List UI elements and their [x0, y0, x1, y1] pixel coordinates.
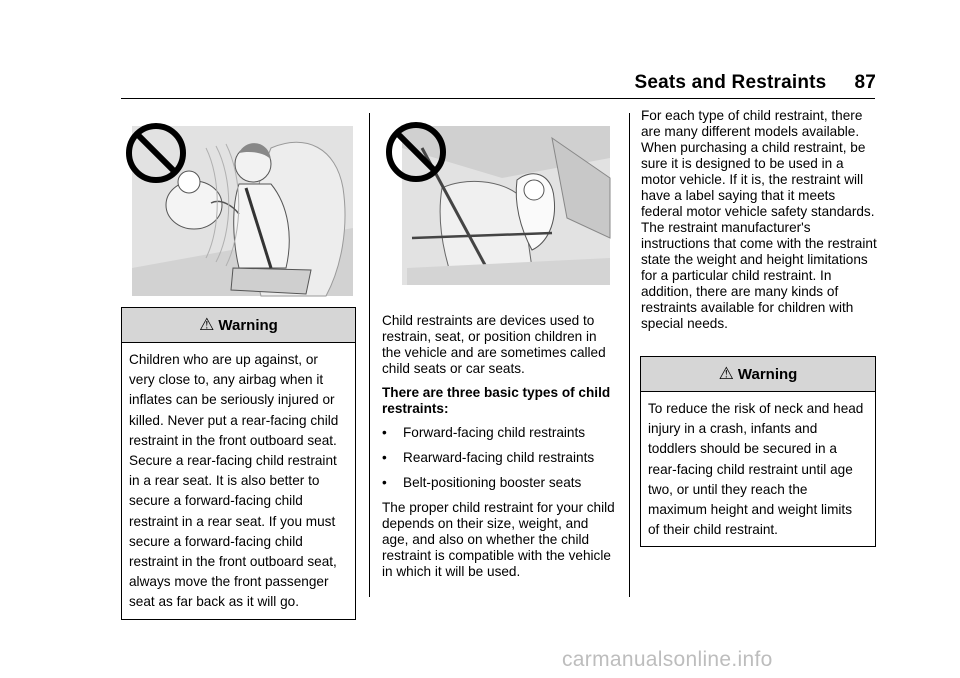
intro-paragraph: Child restraints are devices used to restrain, seat, or position children in the vehicle and are sometimes called child seats or car seats. — [382, 313, 606, 376]
restraint-models-section — [641, 108, 877, 340]
airbag-hazard-illustration — [121, 118, 355, 298]
header-rule — [121, 98, 875, 99]
warning-text: To reduce the risk of neck and head injury in a crash, infants and toddlers should be secured in a rear-facing child restraint until age two, or until they reach the maximum height and weight limits of their child restraint. — [648, 401, 864, 538]
section-title: Seats and Restraints — [634, 72, 827, 93]
warning-title: Warning — [737, 366, 798, 383]
closing-paragraph: The proper child restraint for your child depends on their size, weight, and age, and also on whether the child restraint is compatible with the vehicle in which it will be used. — [382, 500, 615, 579]
column-divider-right — [629, 113, 630, 597]
page-header — [634, 72, 876, 94]
watermark: carmanualsonline.info — [562, 648, 773, 671]
column-divider-left — [369, 113, 370, 597]
warning-text: Children who are up against, or very close to, any airbag when it inflates can be seriously injured or killed. Never put a rear-facing child restraint in the front outboard seat. Secure a rear-facing child restraint in a rear seat. It is also better to secure a forward-facing child restraint in a rear seat. If you must secure a forward-facing child restraint in the front outboard seat, always move the front passenger seat as far back as it will go. — [129, 352, 339, 610]
child-restraints-intro-section — [382, 313, 618, 588]
warning-triangle-icon: ⚠ — [718, 364, 734, 383]
restraint-types-list — [382, 425, 618, 491]
warning-box-airbag — [121, 307, 356, 620]
warning-triangle-icon: ⚠ — [199, 315, 215, 334]
list-item: • Forward-facing child restraints — [382, 425, 586, 440]
list-item: • Rearward-facing child restraints — [382, 450, 595, 465]
warning-header — [641, 357, 875, 392]
types-heading: There are three basic types of child restraints: — [382, 385, 611, 416]
child-seat-front-seat-illustration — [382, 118, 612, 287]
warning-title: Warning — [218, 317, 278, 334]
warning-box-rear-facing — [640, 356, 876, 547]
models-paragraph: For each type of child restraint, there are many different models available. When purchasing a child restraint, be sure it is designed to be used in a motor vehicle. If it is, the restraint will have a label saying that it meets federal motor vehicle safety standards. The restraint manufacturer's instructions that come with the restraint state the weight and height limitations for a particular child restraint. In addition, there are many kinds of restraints available for children with special needs. — [641, 108, 877, 331]
warning-header — [122, 308, 355, 343]
list-item: • Belt-positioning booster seats — [382, 475, 582, 490]
page-number: 87 — [854, 72, 876, 93]
